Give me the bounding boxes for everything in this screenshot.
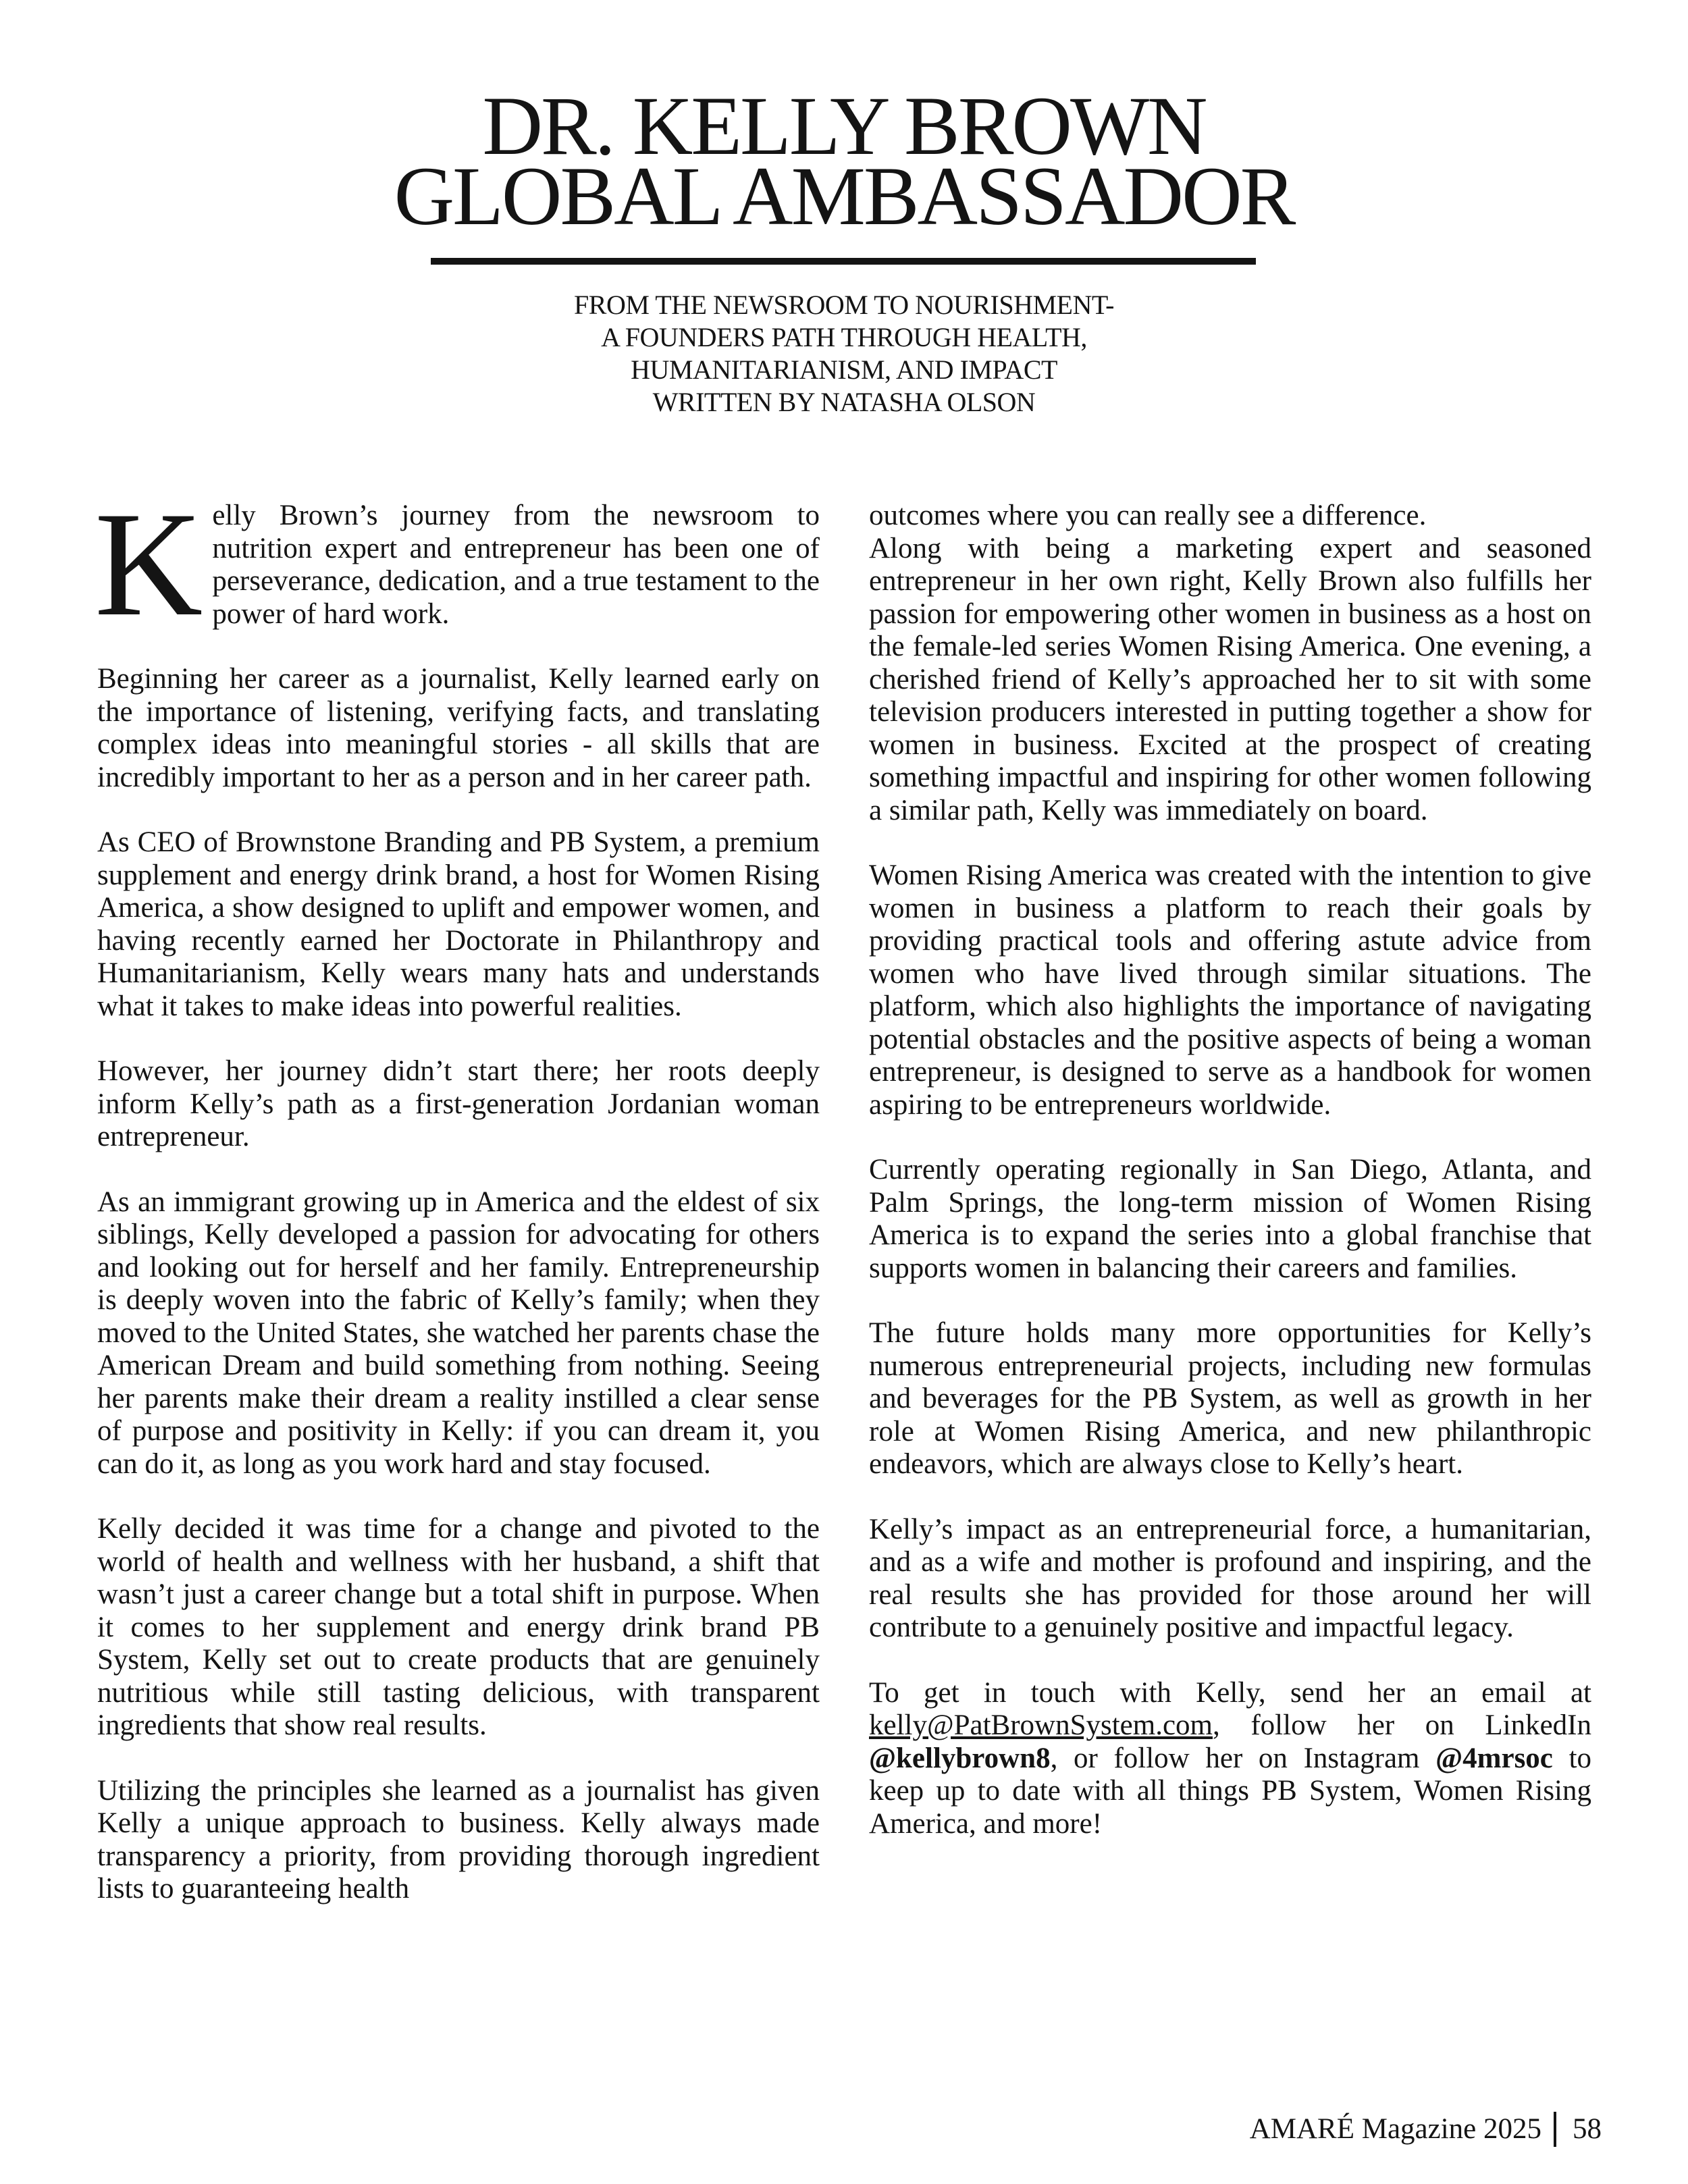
- page-number: 58: [1573, 2113, 1602, 2145]
- linkedin-handle: @kellybrown8: [869, 1742, 1051, 1774]
- article-paragraph-3: As CEO of Brownstone Branding and PB System, a premium supplement and energy drink brand, a host for Women Rising America, a show designed to uplift and empower women, and having recently earned her Doctorate in Philanthropy and Humanitarianism, Kelly wears many hats and understands what it takes to make ideas into powerful realities.: [97, 826, 820, 1022]
- article-paragraph-12: The future holds many more opportunities for Kelly’s numerous entrepreneurial projects, including new formulas and beverages for the PB System, as well as growth in her role at Women Rising America, and new philanthropic endeavors, which are always close to Kelly’s heart.: [869, 1317, 1591, 1480]
- article-column-right: [869, 500, 1591, 1840]
- subtitle-line-3: HUMANITARIANISM, AND IMPACT: [631, 354, 1057, 385]
- subtitle-line-1: FROM THE NEWSROOM TO NOURISHMENT-: [574, 290, 1114, 320]
- contact-paragraph: [869, 1677, 1591, 1841]
- paragraph-1-text: elly Brown’s journey from the newsroom to nutrition expert and entrepreneur has been one of perseverance, dedication, and a true testament to the power of hard work.: [212, 500, 820, 630]
- footer-divider: [1554, 2112, 1556, 2147]
- article-subtitle: [0, 289, 1688, 419]
- title-line-name: DR. KELLY BROWN: [482, 80, 1206, 172]
- article-column-left: [95, 481, 820, 1906]
- article-paragraph-10: Women Rising America was created with the intention to give women in business a platform to reach their goals by providing practical tools and offering astute advice from women who have lived through similar situations. The platform, which also highlights the importance of navigating potential obstacles and the positive aspects of being a woman entrepreneur, is designed to serve as a handbook for women aspiring to be entrepreneurs worldwide.: [869, 859, 1591, 1121]
- subtitle-line-2: A FOUNDERS PATH THROUGH HEALTH,: [601, 322, 1087, 352]
- title-line-role: GLOBAL AMBASSADOR: [394, 150, 1294, 242]
- article-paragraph-2: Beginning her career as a journalist, Kelly learned early on the importance of listening, verifying facts, and translating complex ideas into meaningful stories - all skills that are incredibly important to her as a person and in her career path.: [97, 663, 820, 793]
- instagram-handle: @4mrsoc: [1435, 1742, 1553, 1774]
- contact-linkedin-text: , follow her on LinkedIn: [1213, 1709, 1591, 1741]
- article-paragraph-9: Along with being a marketing expert and seasoned entrepreneur in her own right, Kelly Brown also fulfills her passion for empowering other women in business as a host on the female-led series Women Rising America. One evening, a cherished friend of Kelly’s approached her to sit with some television producers interested in putting together a show for women in business. Excited at the prospect of creating something impactful and inspiring for other women following a similar path, Kelly was immediately on board.: [869, 532, 1591, 826]
- article-paragraph-4: However, her journey didn’t start there; her roots deeply inform Kelly’s path as a first-generation Jordanian woman entrepreneur.: [97, 1055, 820, 1152]
- contact-closing: to keep up to date with all things PB System, Women Rising America, and more!: [869, 1742, 1592, 1840]
- page-footer: [1250, 2112, 1602, 2147]
- article-title: [0, 80, 1688, 242]
- email-link[interactable]: kelly@PatBrownSystem.com: [869, 1709, 1213, 1741]
- article-paragraph-1: [95, 481, 820, 647]
- byline: WRITTEN BY NATASHA OLSON: [652, 387, 1036, 417]
- article-paragraph-6: Kelly decided it was time for a change and pivoted to the world of health and wellness with her husband, a shift that wasn’t just a career change but a total shift in purpose. When it comes to her supplement and energy drink brand PB System, Kelly set out to create products that are genuinely nutritious while still tasting delicious, with transparent ingredients that show real results.: [97, 1513, 820, 1741]
- article-paragraph-8: outcomes where you can really see a difference.: [869, 500, 1427, 531]
- drop-cap: K: [95, 481, 203, 647]
- article-paragraph-13: Kelly’s impact as an entrepreneurial force, a humanitarian, and as a wife and mother is profound and inspiring, and the real results she has provided for those around her will contribute to a genuinely positive and impactful legacy.: [869, 1513, 1591, 1643]
- article-paragraph-5: As an immigrant growing up in America and the eldest of six siblings, Kelly developed a passion for advocating for others and looking out for herself and her family. Entrepreneurship is deeply woven into the fabric of Kelly’s family; when they moved to the United States, she watched her parents chase the American Dream and build something from nothing. Seeing her parents make their dream a reality instilled a clear sense of purpose and positivity in Kelly: if you can dream it, you can do it, as long as you work hard and stay focused.: [97, 1186, 820, 1480]
- contact-intro: To get in touch with Kelly, send her an email at: [869, 1676, 1591, 1709]
- magazine-name: AMARÉ Magazine 2025: [1249, 2113, 1541, 2145]
- contact-instagram-text: , or follow her on Instagram: [1050, 1742, 1420, 1774]
- article-paragraph-7: Utilizing the principles she learned as a journalist has given Kelly a unique approach to business. Kelly always made transparency a priority, from providing thorough ingredient lists to guaranteeing health: [97, 1774, 820, 1905]
- title-divider: [431, 258, 1256, 265]
- article-paragraph-11: Currently operating regionally in San Diego, Atlanta, and Palm Springs, the long-term mission of Women Rising America is to expand the series into a global franchise that supports women in balancing their careers and families.: [869, 1154, 1591, 1284]
